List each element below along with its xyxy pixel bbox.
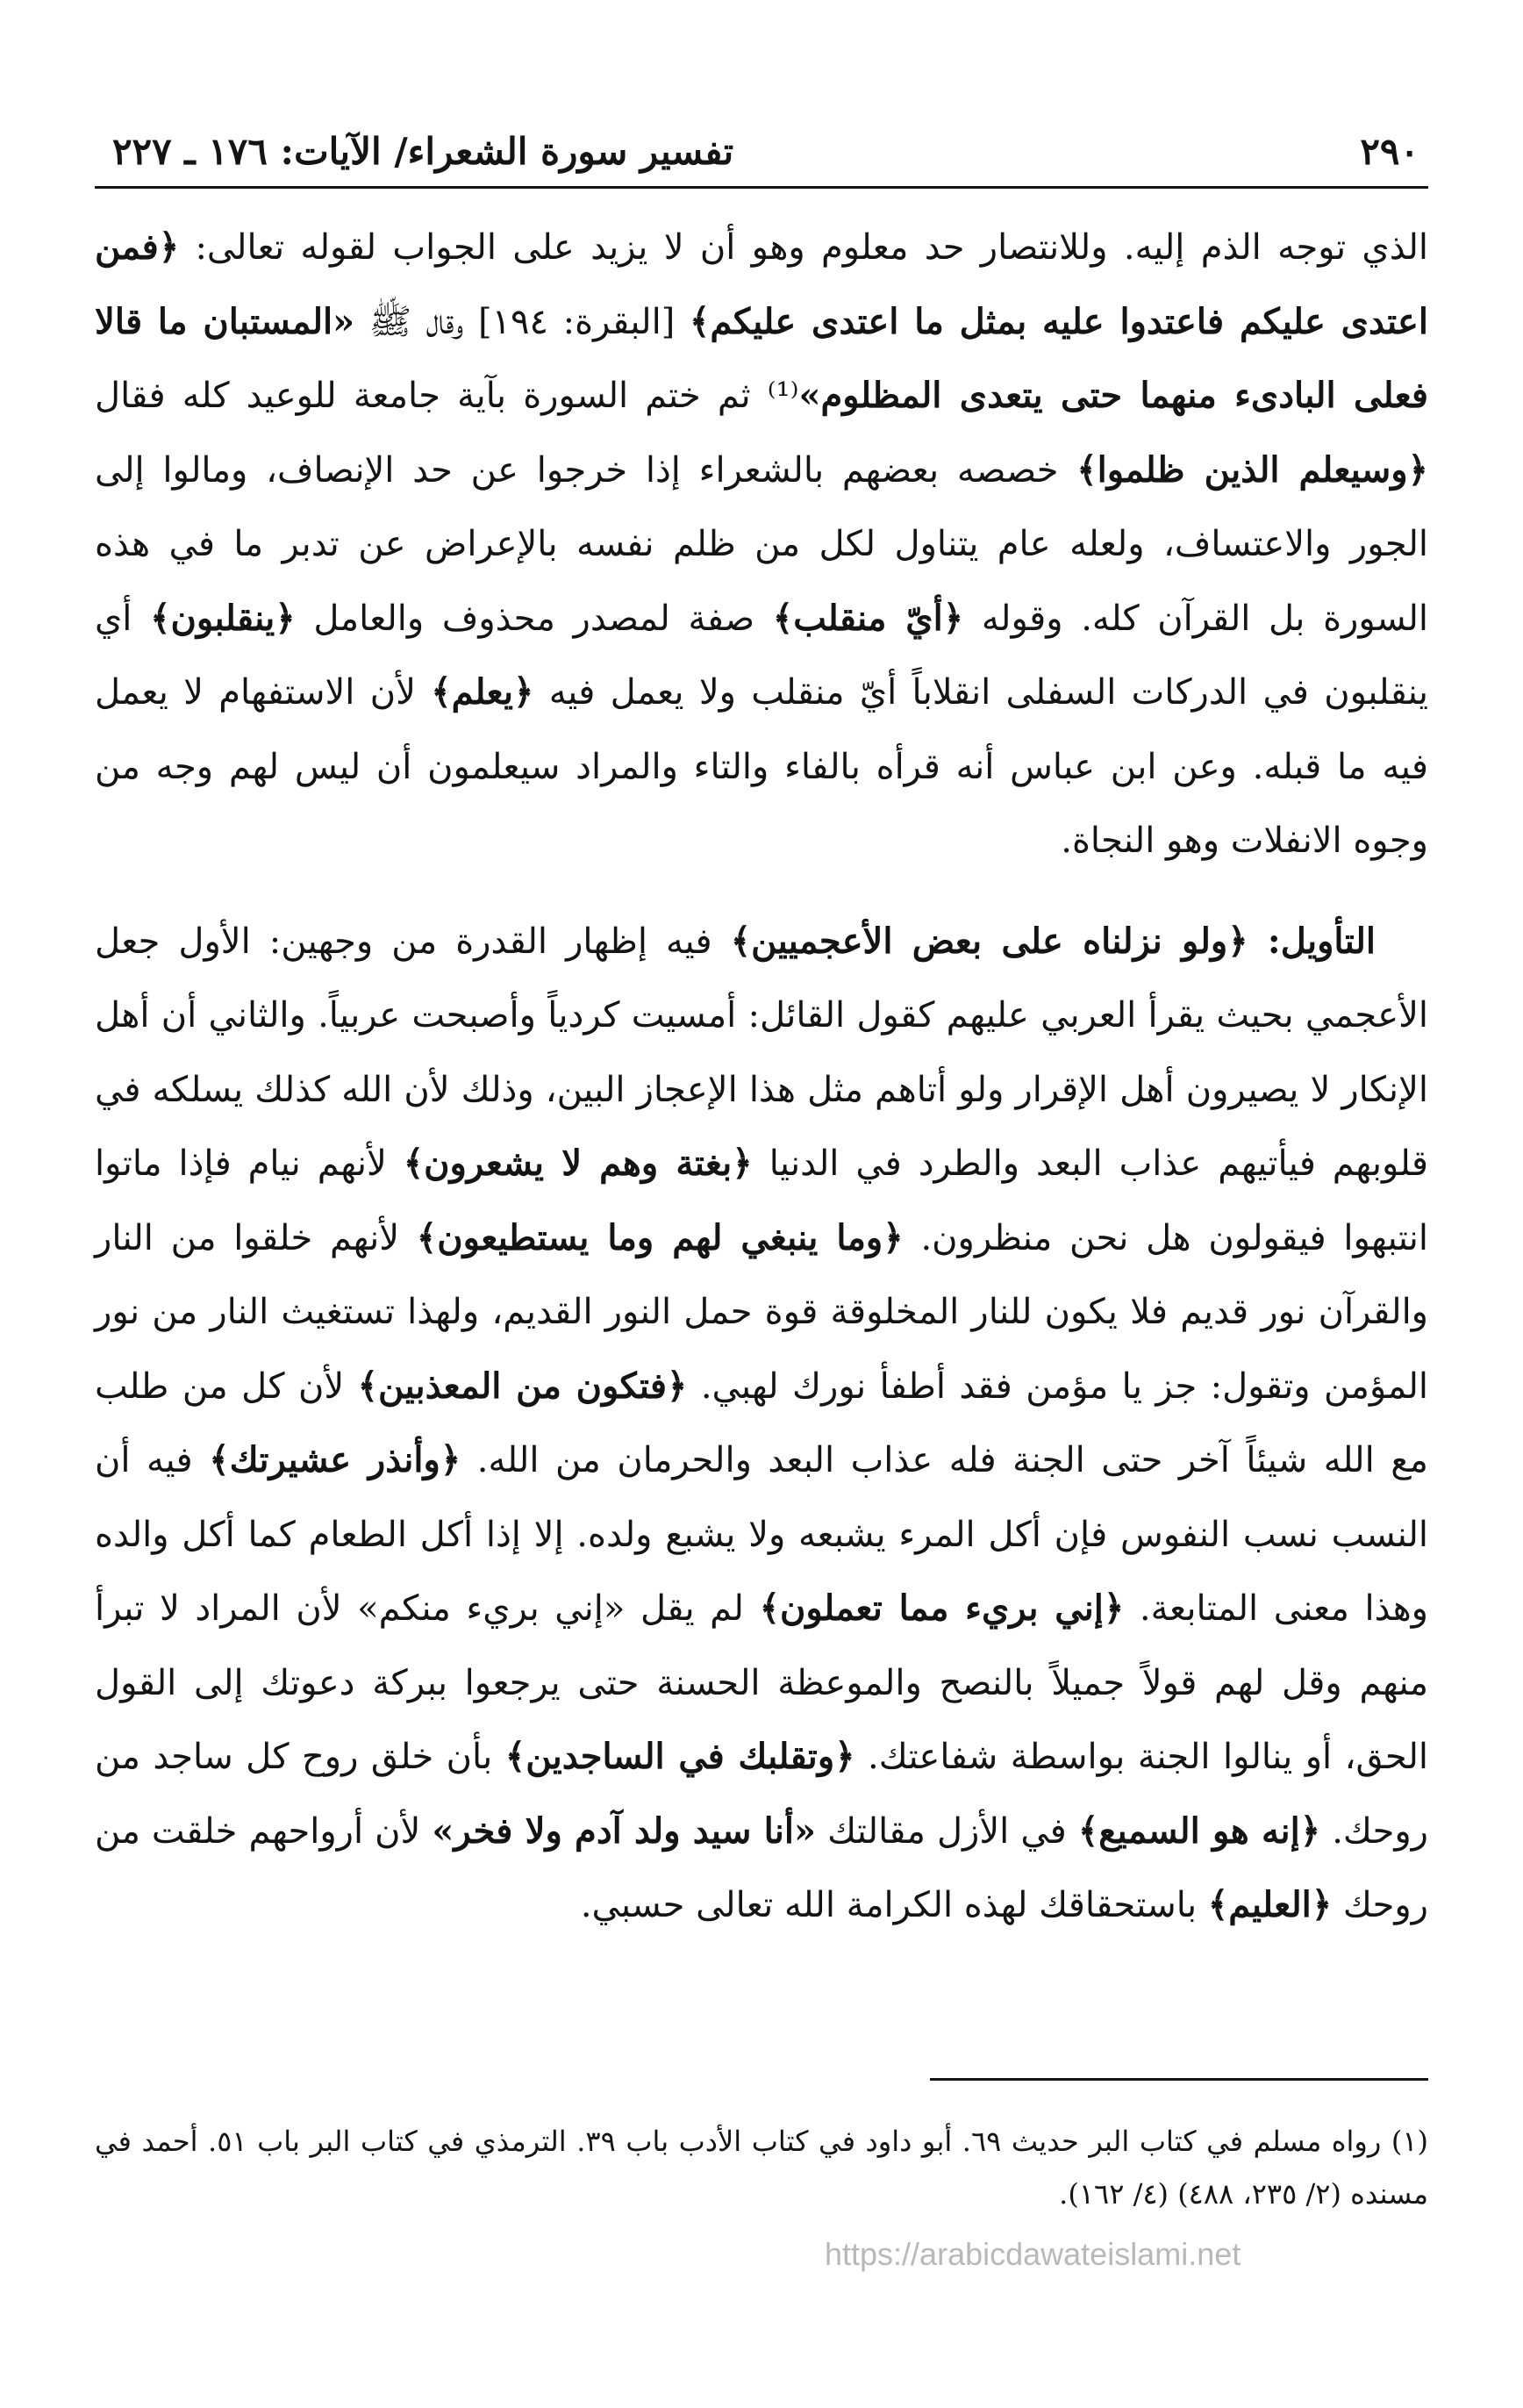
quran-quote: ﴿إني بريء مما تعملون﴾ bbox=[759, 1587, 1125, 1629]
footnote-rule bbox=[930, 2078, 1428, 2081]
text-span: لأن كل من طلب مع الله شيئاً آخر حتى الجنة فله عذاب البعد والحرمان من الله. bbox=[95, 1365, 1428, 1480]
text-span: باستحقاقك لهذه الكرامة الله تعالى حسبي. bbox=[580, 1885, 1208, 1925]
text-span: صفة لمصدر محذوف والعامل bbox=[295, 598, 773, 639]
text-span: لم يقل «إني بريء منكم» لأن المراد لا تبرأ منهم وقل لهم قولاً جميلاً بالنصح والموعظة الحسنة حتى يرجعوا ببركة دعوتك إلى القول الحق، أو ينالوا الجنة بواسطة شفاعتك. bbox=[95, 1588, 1429, 1777]
text-span: في الأزل مقالتك bbox=[816, 1810, 1078, 1852]
quran-quote: ﴿ينقلبون﴾ bbox=[150, 597, 296, 639]
text-span: لأن أرواحهم خلقت من روحك bbox=[95, 1810, 1428, 1925]
hadith-quote: «أنا سيد ولد آدم ولا فخر» bbox=[432, 1810, 817, 1852]
text-span: بأن خلق روح كل ساجد من روحك. bbox=[95, 1737, 1428, 1852]
hadith-quote: «المستبان ما قالا فعلى البادىء منهما حتى يتعدى المظلوم» bbox=[95, 300, 1428, 416]
body-text bbox=[95, 211, 1428, 1943]
section-label: التأويل: bbox=[1248, 920, 1376, 962]
text-span: [البقرة: ١٩٤] وقال ﷺ bbox=[354, 301, 690, 342]
header-rule bbox=[95, 186, 1428, 189]
paragraph-commentary bbox=[95, 211, 1428, 878]
quran-quote: ﴿وتقلبك في الساجدين﴾ bbox=[504, 1736, 855, 1777]
text-span: أي ينقلبون في الدركات السفلى انقلاباً أيّ منقلب ولا يعمل فيه bbox=[95, 598, 1429, 713]
quran-quote: ﴿بغتة وهم لا يشعرون﴾ bbox=[403, 1143, 753, 1184]
page-number: ٢٩٠ bbox=[1360, 130, 1419, 173]
text-span: الذي توجه الذم إليه. وللانتصار حد معلوم وهو أن لا يزيد على الجواب لقوله تعالى: bbox=[179, 227, 1428, 268]
text-span: لأنهم نيام فإذا ماتوا انتبهوا فيقولون هل نحن منظرون. bbox=[95, 1143, 1429, 1258]
quran-quote: ﴿وسيعلم الذين ظلموا﴾ bbox=[1076, 448, 1428, 491]
quran-quote: ﴿ولو نزلناه على بعض الأعجميين﴾ bbox=[730, 920, 1248, 962]
running-title: تفسير سورة الشعراء/ الآيات: ١٧٦ ـ ٢٢٧ bbox=[112, 130, 734, 173]
text-span: لأنهم خلقوا من النار والقرآن نور قديم فلا يكون للنار المخلوقة قوة حمل النور القديم، ولهذا تستغيث النار من نور المؤمن وتقول: جز يا مؤمن فقد أطفأ نورك لهبي. bbox=[95, 1217, 1428, 1407]
quran-quote: ﴿فمن اعتدى عليكم فاعتدوا عليه بمثل ما اعتدى عليكم﴾ bbox=[95, 226, 1428, 342]
quran-quote: ﴿يعلم﴾ bbox=[431, 671, 534, 713]
footnote-1: (١) رواه مسلم في كتاب البر حديث ٦٩. أبو داود في كتاب الأدب باب ٣٩. الترمذي في كتاب البر باب ٥١. أحمد في مسنده (٢/ ٢٣٥، ٤٨٨) (٤/ ١٦٢). bbox=[95, 2125, 1429, 2211]
quran-quote: ﴿أيّ منقلب﴾ bbox=[772, 597, 964, 639]
text-span: فيه إظهار القدرة من وجهين: الأول جعل الأعجمي بحيث يقرأ العربي عليهم كقول القائل: أمسيت كردياً وأصبحت عربياً. والثاني أن أهل الإنكار لا يصيرون أهل الإقرار ولو أتاهم مثل هذا الإعجاز البين، وذلك لأن الله كذلك يسلكه في قلوبهم فيأتيهم عذاب البعد والطرد في الدنيا bbox=[95, 921, 1429, 1184]
page-header bbox=[95, 123, 1428, 186]
quran-quote: ﴿إنه هو السميع﴾ bbox=[1077, 1810, 1321, 1852]
quran-quote: ﴿فتكون من المعذبين﴾ bbox=[357, 1365, 688, 1407]
watermark-url: https://arabicdawateislami.net bbox=[825, 2236, 1241, 2272]
paragraph-tawil bbox=[95, 905, 1428, 1943]
quran-quote: ﴿وأنذر عشيرتك﴾ bbox=[209, 1439, 461, 1480]
footnotes bbox=[95, 2115, 1428, 2220]
text-span: فيه أن النسب نسب النفوس فإن أكل المرء يشبعه ولا يشبع ولده. إلا إذا أكل الطعام كما أكل والده وهذا معنى المتابعة. bbox=[95, 1440, 1428, 1629]
text-span: لأن الاستفهام لا يعمل فيه ما قبله. وعن ابن عباس أنه قرأه بالفاء والتاء والمراد سيعلمون أن ليس لهم وجه من وجوه الانفلات وهو النجاة. bbox=[95, 672, 1428, 861]
quran-quote: ﴿وما ينبغي لهم وما يستطيعون﴾ bbox=[416, 1216, 904, 1258]
quran-quote: ﴿العليم﴾ bbox=[1207, 1884, 1333, 1925]
text-span: خصصه بعضهم بالشعراء إذا خرجوا عن حد الإنصاف، ومالوا إلى الجور والاعتساف، ولعله عام يتناول لكل من ظلم نفسه بالإعراض عن تدبر ما في هذه السورة بل القرآن كله. وقوله bbox=[95, 449, 1429, 639]
text-span: ⁽¹⁾ ثم ختم السورة بآية جامعة للوعيد كله فقال bbox=[95, 376, 799, 416]
